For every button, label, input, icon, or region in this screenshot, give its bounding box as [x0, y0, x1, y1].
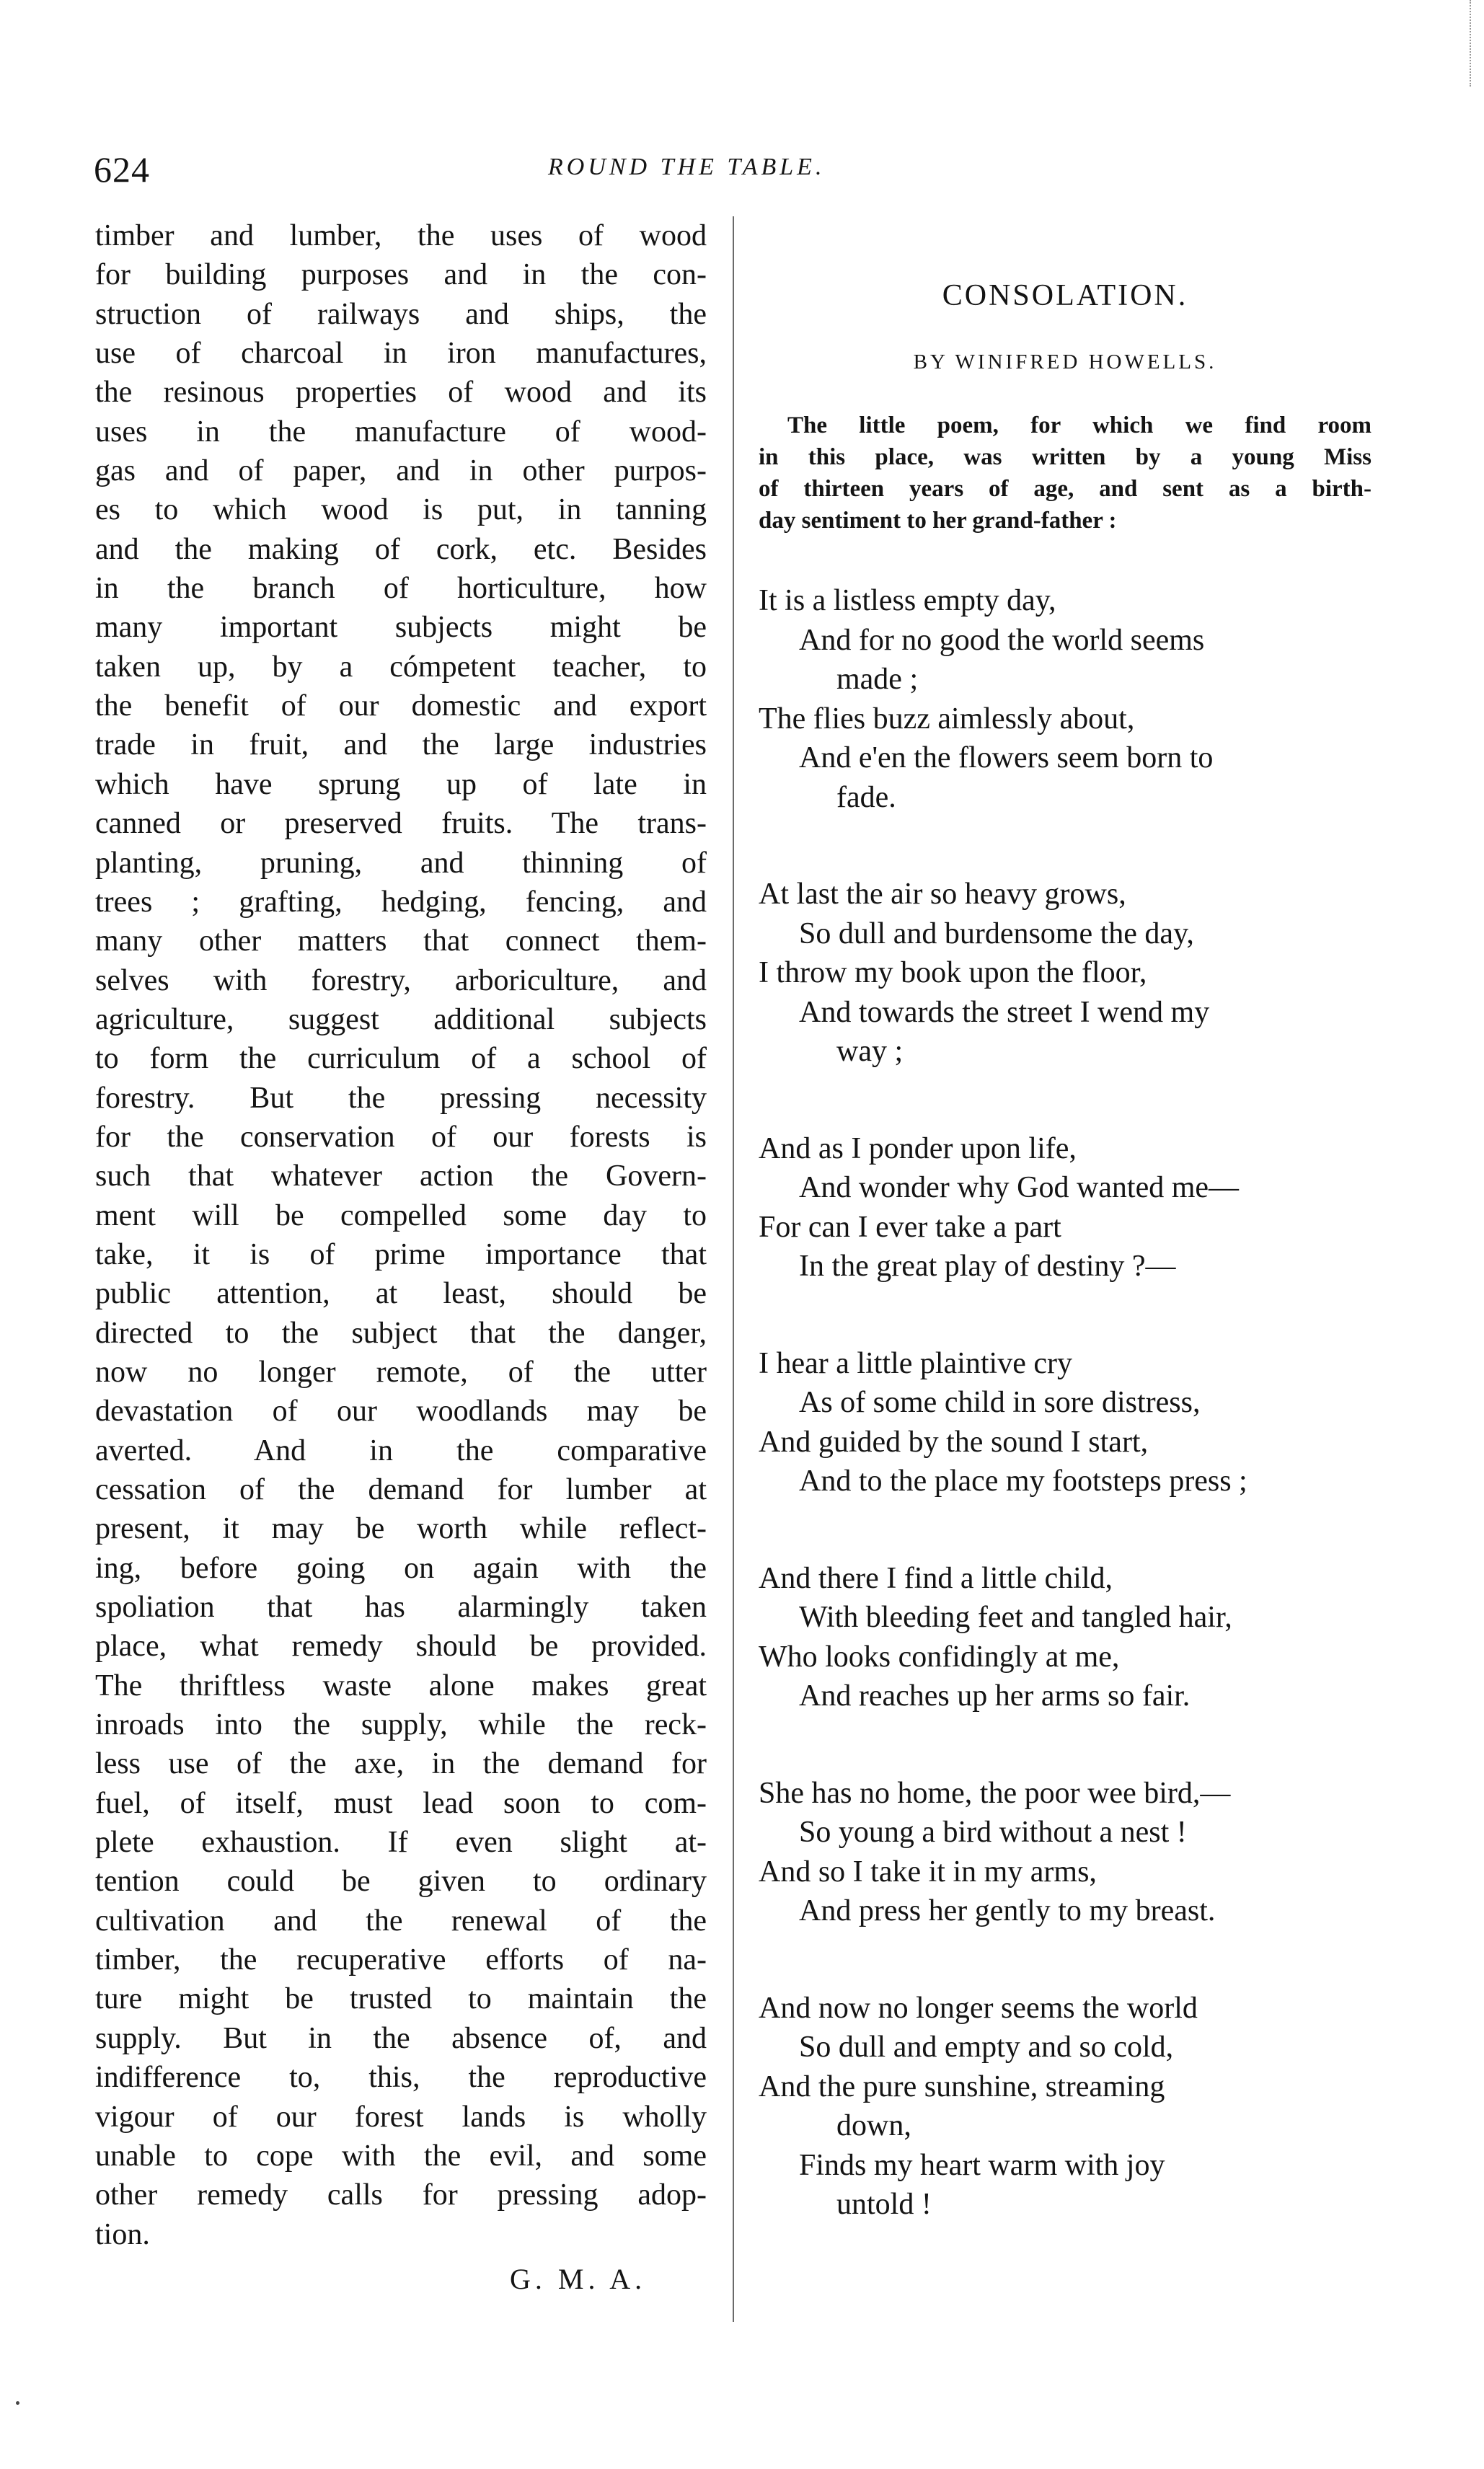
- prose-line: selves with forestry, arboriculture, and: [95, 963, 707, 997]
- prose-line: place, what remedy should be provided.: [95, 1630, 707, 1664]
- prose-line: the resinous properties of wood and its: [95, 376, 707, 410]
- prose-line: in the branch of horticulture, how: [95, 572, 707, 606]
- prose-line: now no longer remote, of the utter: [95, 1355, 707, 1389]
- prose-line: many other matters that connect them-: [95, 924, 707, 958]
- verse-line: And towards the street I wend my: [799, 995, 1210, 1029]
- right-column: [759, 274, 1372, 2282]
- verse-line: fade.: [836, 780, 896, 814]
- prose-line: timber, the recuperative efforts of na-: [95, 1943, 707, 1977]
- prose-line: directed to the subject that the danger,: [95, 1316, 707, 1350]
- prose-line: such that whatever action the Govern-: [95, 1160, 707, 1193]
- intro-line: of thirteen years of age, and sent as a birth-: [759, 476, 1372, 502]
- column-divider: [733, 216, 734, 2322]
- prose-line: fuel, of itself, must lead soon to com-: [95, 1786, 707, 1820]
- intro-line: day sentiment to her grand-father :: [759, 508, 1117, 534]
- prose-line: other remedy calls for pressing adop-: [95, 2178, 707, 2212]
- prose-line: take, it is of prime importance that: [95, 1237, 707, 1271]
- verse-line: And to the place my footsteps press ;: [799, 1465, 1247, 1498]
- prose-line: ment will be compelled some day to: [95, 1198, 707, 1232]
- intro-line: in this place, was written by a young Miss: [759, 444, 1372, 470]
- verse-line: And so I take it in my arms,: [759, 1855, 1097, 1889]
- verse-line: down,: [836, 2109, 911, 2142]
- verse-line: And as I ponder upon life,: [759, 1131, 1077, 1165]
- verse-line: I throw my book upon the floor,: [759, 956, 1147, 989]
- prose-line: many important subjects might be: [95, 611, 707, 645]
- prose-line: ture might be trusted to maintain the: [95, 1982, 707, 2016]
- prose-line: canned or preserved fruits. The trans-: [95, 807, 707, 841]
- prose-line: planting, pruning, and thinning of: [95, 846, 707, 880]
- poem-introduction: [759, 410, 1372, 536]
- poem-stanza: [759, 1774, 1372, 1931]
- verse-line: And press her gently to my breast.: [799, 1894, 1216, 1927]
- verse-line: As of some child in sore distress,: [799, 1386, 1201, 1419]
- prose-line: supply. But in the absence of, and: [95, 2021, 707, 2055]
- verse-line: So dull and empty and so cold,: [799, 2031, 1174, 2064]
- verse-line: made ;: [836, 663, 919, 696]
- verse-line: And wonder why God wanted me—: [799, 1171, 1240, 1204]
- intro-line: The little poem, for which we find room: [787, 412, 1372, 438]
- prose-line: uses in the manufacture of wood-: [95, 415, 707, 449]
- prose-line: agriculture, suggest additional subjects: [95, 1002, 707, 1036]
- prose-line: devastation of our woodlands may be: [95, 1395, 707, 1428]
- prose-line: public attention, at least, should be: [95, 1277, 707, 1311]
- verse-line: Finds my heart warm with joy: [799, 2148, 1165, 2182]
- verse-line: And there I find a little child,: [759, 1561, 1113, 1595]
- verse-line: At last the air so heavy grows,: [759, 878, 1126, 911]
- prose-line: less use of the axe, in the demand for: [95, 1747, 707, 1781]
- prose-line: the benefit of our domestic and export: [95, 689, 707, 723]
- prose-line: and the making of cork, etc. Besides: [95, 532, 707, 566]
- prose-line: cessation of the demand for lumber at: [95, 1473, 707, 1506]
- prose-line: to form the curriculum of a school of: [95, 1042, 707, 1076]
- prose-line: tion.: [95, 2217, 150, 2251]
- print-speck: [16, 2401, 19, 2405]
- verse-line: So dull and burdensome the day,: [799, 917, 1194, 950]
- verse-line: way ;: [836, 1035, 904, 1068]
- prose-line: taken up, by a cómpetent teacher, to: [95, 650, 707, 684]
- poem-stanza: [759, 1559, 1372, 1716]
- prose-line: plete exhaustion. If even slight at-: [95, 1826, 707, 1860]
- prose-line: for the conservation of our forests is: [95, 1120, 707, 1154]
- poem-stanza: [759, 1989, 1372, 2225]
- poem-stanza: [759, 1344, 1372, 1501]
- prose-line: ing, before going on again with the: [95, 1551, 707, 1585]
- prose-line: vigour of our forest lands is wholly: [95, 2100, 707, 2134]
- verse-line: With bleeding feet and tangled hair,: [799, 1601, 1232, 1634]
- running-head: ROUND THE TABLE.: [548, 154, 826, 180]
- margin-mark: [1459, 0, 1471, 87]
- verse-line: It is a listless empty day,: [759, 584, 1056, 617]
- verse-line: I hear a little plaintive cry: [759, 1346, 1072, 1380]
- prose-line: indifference to, this, the reproductive: [95, 2061, 707, 2095]
- poem-title: CONSOLATION.: [942, 279, 1188, 312]
- verse-line: And the pure sunshine, streaming: [759, 2070, 1165, 2103]
- prose-line: spoliation that has alarmingly taken: [95, 1591, 707, 1625]
- prose-line: unable to cope with the evil, and some: [95, 2139, 707, 2173]
- verse-line: She has no home, the poor wee bird,—: [759, 1776, 1231, 1810]
- poem-stanza: [759, 581, 1372, 817]
- verse-line: And guided by the sound I start,: [759, 1425, 1149, 1459]
- verse-line: And now no longer seems the world: [759, 1991, 1198, 2025]
- prose-line: gas and of paper, and in other purpos-: [95, 454, 707, 488]
- page-number: 624: [94, 149, 150, 190]
- poem-stanza: [759, 1129, 1372, 1286]
- verse-line: And for no good the world seems: [799, 623, 1205, 657]
- prose-line: struction of railways and ships, the: [95, 297, 707, 331]
- verse-line: In the great play of destiny ?—: [799, 1250, 1176, 1283]
- prose-line: trade in fruit, and the large industries: [95, 728, 707, 762]
- prose-line: tention could be given to ordinary: [95, 1865, 707, 1899]
- prose-line: inroads into the supply, while the reck-: [95, 1708, 707, 1742]
- prose-line: The thriftless waste alone makes great: [95, 1669, 707, 1702]
- prose-line: trees ; grafting, hedging, fencing, and: [95, 885, 707, 919]
- left-column: [95, 216, 707, 2297]
- prose-line: present, it may be worth while reflect-: [95, 1512, 707, 1546]
- verse-line: For can I ever take a part: [759, 1210, 1061, 1244]
- prose-line: cultivation and the renewal of the: [95, 1904, 707, 1938]
- prose-line: averted. And in the comparative: [95, 1434, 707, 1467]
- author-signature: G. M. A.: [510, 2262, 647, 2295]
- article-continuation: [95, 216, 707, 2254]
- prose-line: forestry. But the pressing necessity: [95, 1081, 707, 1115]
- verse-line: And e'en the flowers seem born to: [799, 741, 1214, 774]
- prose-line: which have sprung up of late in: [95, 767, 707, 801]
- poem-body: [759, 581, 1372, 2225]
- poem-stanza: [759, 875, 1372, 1072]
- poem-byline: BY WINIFRED HOWELLS.: [913, 350, 1217, 374]
- prose-line: use of charcoal in iron manufactures,: [95, 337, 707, 371]
- prose-line: timber and lumber, the uses of wood: [95, 219, 707, 252]
- verse-line: Who looks confidingly at me,: [759, 1640, 1120, 1674]
- prose-line: es to which wood is put, in tanning: [95, 493, 707, 527]
- prose-line: for building purposes and in the con-: [95, 258, 707, 292]
- verse-line: The flies buzz aimlessly about,: [759, 702, 1135, 736]
- verse-line: So young a bird without a nest !: [799, 1816, 1187, 1849]
- verse-line: untold !: [836, 2188, 932, 2221]
- verse-line: And reaches up her arms so fair.: [799, 1679, 1191, 1713]
